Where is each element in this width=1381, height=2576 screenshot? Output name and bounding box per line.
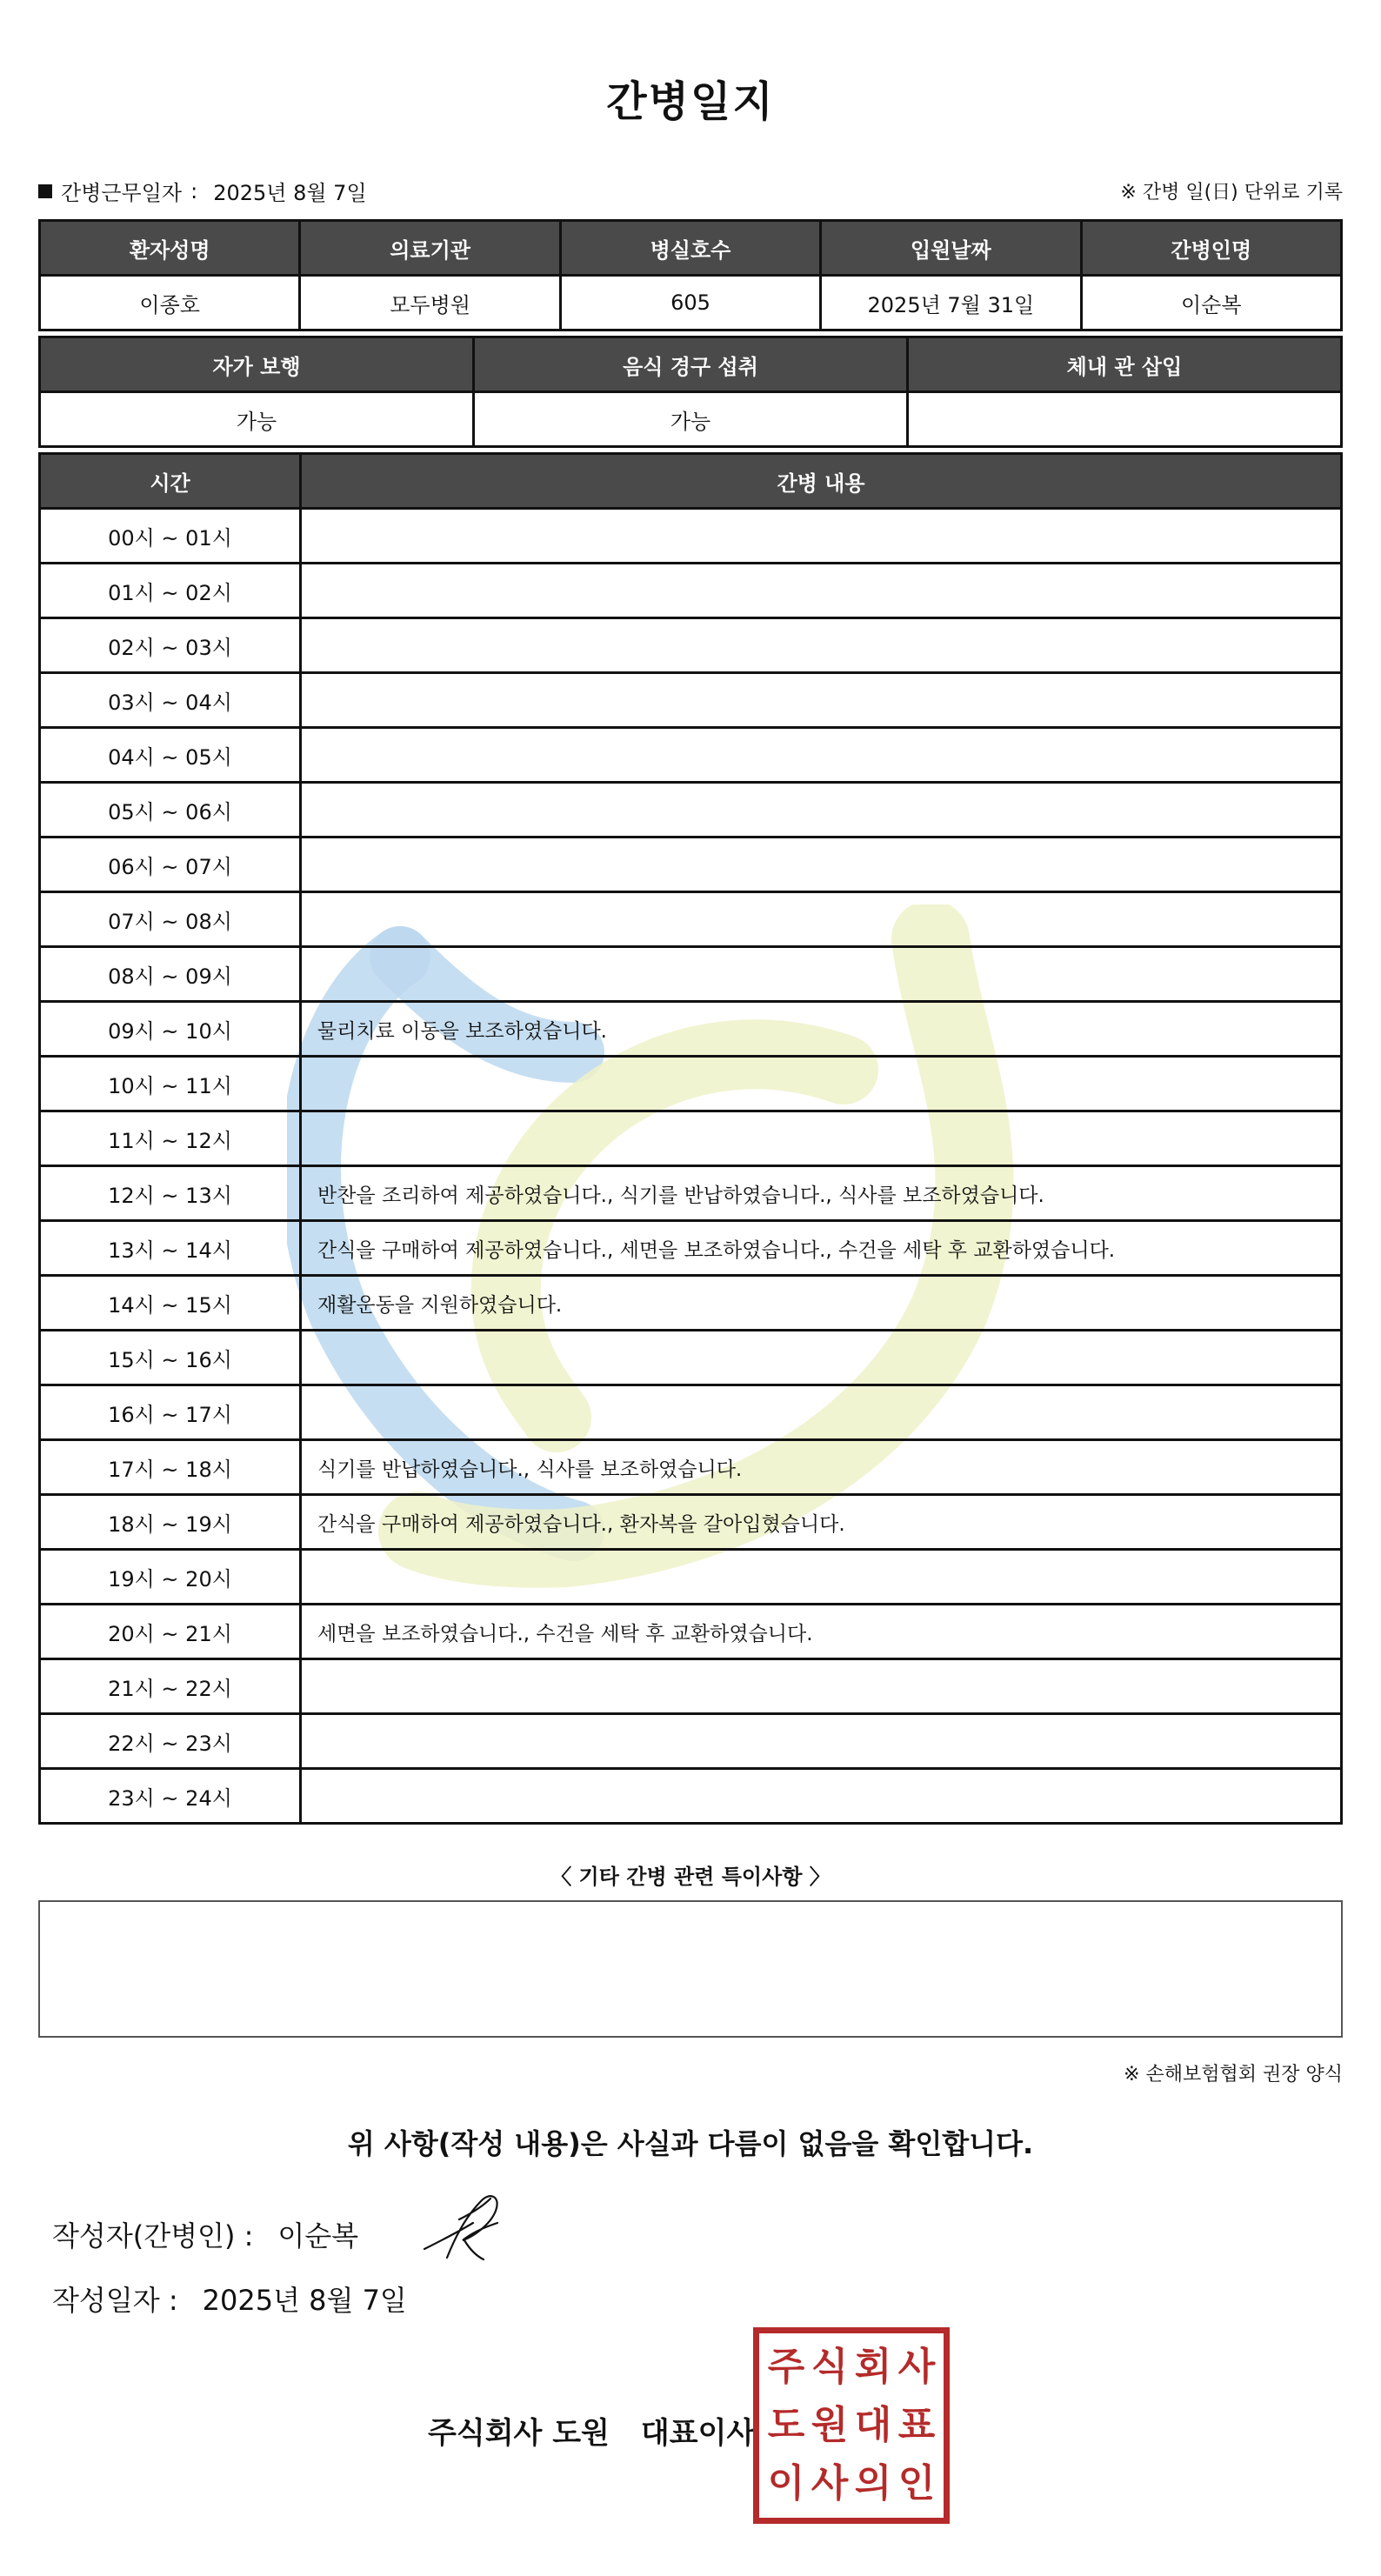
seal-char: 식 bbox=[811, 2345, 849, 2390]
care-content bbox=[301, 1659, 1342, 1714]
table-row bbox=[40, 947, 1342, 1002]
table-row bbox=[40, 1057, 1342, 1111]
table-row bbox=[40, 783, 1342, 838]
time-slot: 21시 ~ 22시 bbox=[40, 1659, 301, 1714]
self-walking-value: 가능 bbox=[40, 392, 474, 447]
page-title: 간병일지 bbox=[606, 77, 775, 126]
hospital-name: 모두병원 bbox=[300, 276, 560, 330]
care-log-table bbox=[38, 452, 1343, 1825]
time-slot: 14시 ~ 15시 bbox=[40, 1276, 301, 1331]
care-content bbox=[301, 1714, 1342, 1769]
time-slot: 10시 ~ 11시 bbox=[40, 1057, 301, 1111]
patient-status-table bbox=[38, 336, 1343, 448]
table-row bbox=[40, 1385, 1342, 1440]
care-content bbox=[301, 1111, 1342, 1166]
room-number: 605 bbox=[560, 276, 820, 330]
table-row bbox=[40, 1166, 1342, 1221]
care-log-header-row bbox=[40, 454, 1342, 509]
work-date bbox=[38, 176, 367, 206]
seal-char: 도 bbox=[767, 2402, 805, 2447]
work-date-label: 간병근무일자 bbox=[61, 181, 183, 205]
header-room-number: 병실호수 bbox=[560, 221, 820, 276]
time-slot: 15시 ~ 16시 bbox=[40, 1331, 301, 1385]
record-unit-note: ※ 간병 일(日) 단위로 기록 bbox=[1120, 182, 1343, 204]
care-content bbox=[301, 1057, 1342, 1111]
seal-char: 사 bbox=[897, 2345, 936, 2390]
company-name: 주식회사 도원 bbox=[428, 2416, 610, 2451]
table-row bbox=[40, 564, 1342, 618]
time-slot: 03시 ~ 04시 bbox=[40, 673, 301, 728]
time-slot: 12시 ~ 13시 bbox=[40, 1166, 301, 1221]
care-content bbox=[301, 1769, 1342, 1824]
patient-name: 이종호 bbox=[40, 276, 300, 330]
care-content bbox=[301, 728, 1342, 783]
care-content: 간식을 구매하여 제공하였습니다., 세면을 보조하였습니다., 수건을 세탁 후 교환하였습니다. bbox=[301, 1221, 1342, 1276]
writer-label: 작성자(간병인) : bbox=[52, 2219, 254, 2252]
time-slot: 09시 ~ 10시 bbox=[40, 1002, 301, 1057]
tube-insertion-value bbox=[908, 392, 1342, 447]
header-hospital: 의료기관 bbox=[300, 221, 560, 276]
handwritten-signature bbox=[421, 2188, 508, 2266]
care-content: 간식을 구매하여 제공하였습니다., 환자복을 갈아입혔습니다. bbox=[301, 1495, 1342, 1550]
care-content bbox=[301, 1550, 1342, 1605]
time-slot: 23시 ~ 24시 bbox=[40, 1769, 301, 1824]
time-slot: 16시 ~ 17시 bbox=[40, 1385, 301, 1440]
seal-char: 주 bbox=[767, 2345, 805, 2390]
seal-char: 사 bbox=[811, 2460, 849, 2506]
care-content bbox=[301, 509, 1342, 564]
special-notes-box bbox=[38, 1900, 1343, 2038]
time-slot: 17시 ~ 18시 bbox=[40, 1440, 301, 1495]
care-content bbox=[301, 783, 1342, 838]
care-content: 물리치료 이동을 보조하였습니다. bbox=[301, 1002, 1342, 1057]
write-date-value: 2025년 8월 7일 bbox=[202, 2284, 407, 2317]
header-time: 시간 bbox=[40, 454, 301, 509]
care-content bbox=[301, 892, 1342, 947]
table-row bbox=[40, 1111, 1342, 1166]
writer-name: 이순복 bbox=[277, 2219, 359, 2252]
write-date-line bbox=[52, 2279, 407, 2319]
time-slot: 05시 ~ 06시 bbox=[40, 783, 301, 838]
patient-info-header-row bbox=[40, 221, 1342, 276]
table-row bbox=[40, 1714, 1342, 1769]
table-row bbox=[40, 1440, 1342, 1495]
oral-intake-value: 가능 bbox=[474, 392, 908, 447]
seal-char: 원 bbox=[811, 2402, 849, 2447]
table-row bbox=[40, 728, 1342, 783]
table-row bbox=[40, 509, 1342, 564]
time-slot: 18시 ~ 19시 bbox=[40, 1495, 301, 1550]
care-content bbox=[301, 564, 1342, 618]
care-content bbox=[301, 1385, 1342, 1440]
writer-line bbox=[52, 2214, 358, 2254]
table-row bbox=[40, 1495, 1342, 1550]
care-content: 재활운동을 지원하였습니다. bbox=[301, 1276, 1342, 1331]
patient-status-value-row bbox=[40, 392, 1342, 447]
care-content: 식기를 반납하였습니다., 식사를 보조하였습니다. bbox=[301, 1440, 1342, 1495]
time-slot: 20시 ~ 21시 bbox=[40, 1605, 301, 1659]
care-content: 세면을 보조하였습니다., 수건을 세탁 후 교환하였습니다. bbox=[301, 1605, 1342, 1659]
table-row bbox=[40, 1002, 1342, 1057]
table-row bbox=[40, 1550, 1342, 1605]
time-slot: 00시 ~ 01시 bbox=[40, 509, 301, 564]
form-source-note: ※ 손해보험협회 권장 양식 bbox=[1124, 2064, 1343, 2085]
company-seal bbox=[753, 2327, 950, 2524]
time-slot: 06시 ~ 07시 bbox=[40, 838, 301, 892]
patient-info-value-row bbox=[40, 276, 1342, 330]
time-slot: 01시 ~ 02시 bbox=[40, 564, 301, 618]
table-row bbox=[40, 1221, 1342, 1276]
care-content bbox=[301, 947, 1342, 1002]
table-row bbox=[40, 1276, 1342, 1331]
header-care-content: 간병 내용 bbox=[301, 454, 1342, 509]
caregiver-name: 이순복 bbox=[1081, 276, 1341, 330]
time-slot: 22시 ~ 23시 bbox=[40, 1714, 301, 1769]
care-content: 반찬을 조리하여 제공하였습니다., 식기를 반납하였습니다., 식사를 보조하였습니다. bbox=[301, 1166, 1342, 1221]
care-content bbox=[301, 618, 1342, 673]
table-row bbox=[40, 1659, 1342, 1714]
table-row bbox=[40, 618, 1342, 673]
special-notes-title: 〈 기타 간병 관련 특이사항 〉 bbox=[550, 1865, 831, 1889]
time-slot: 19시 ~ 20시 bbox=[40, 1550, 301, 1605]
header-tube-insertion: 체내 관 삽입 bbox=[908, 337, 1342, 392]
time-slot: 04시 ~ 05시 bbox=[40, 728, 301, 783]
seal-char: 대 bbox=[854, 2402, 892, 2447]
seal-char: 회 bbox=[854, 2345, 892, 2390]
seal-char: 표 bbox=[897, 2402, 936, 2447]
seal-char: 이 bbox=[767, 2460, 805, 2506]
patient-status-header-row bbox=[40, 337, 1342, 392]
care-content bbox=[301, 673, 1342, 728]
work-date-separator: : bbox=[190, 178, 198, 204]
seal-char: 의 bbox=[854, 2460, 892, 2506]
table-row bbox=[40, 673, 1342, 728]
table-row bbox=[40, 838, 1342, 892]
work-date-value: 2025년 8월 7일 bbox=[213, 181, 367, 205]
time-slot: 07시 ~ 08시 bbox=[40, 892, 301, 947]
patient-info-table bbox=[38, 219, 1343, 331]
header-self-walking: 자가 보행 bbox=[40, 337, 474, 392]
table-row bbox=[40, 1605, 1342, 1659]
company-line bbox=[428, 2409, 755, 2452]
time-slot: 11시 ~ 12시 bbox=[40, 1111, 301, 1166]
table-row bbox=[40, 1331, 1342, 1385]
admission-date: 2025년 7월 31일 bbox=[821, 276, 1081, 330]
care-content bbox=[301, 1331, 1342, 1385]
table-row bbox=[40, 892, 1342, 947]
care-content bbox=[301, 838, 1342, 892]
header-oral-intake: 음식 경구 섭취 bbox=[474, 337, 908, 392]
header-patient-name: 환자성명 bbox=[40, 221, 300, 276]
time-slot: 13시 ~ 14시 bbox=[40, 1221, 301, 1276]
time-slot: 02시 ~ 03시 bbox=[40, 618, 301, 673]
header-admission-date: 입원날짜 bbox=[821, 221, 1081, 276]
time-slot: 08시 ~ 09시 bbox=[40, 947, 301, 1002]
write-date-label: 작성일자 : bbox=[52, 2284, 178, 2317]
confirmation-statement: 위 사항(작성 내용)은 사실과 다름이 없음을 확인합니다. bbox=[347, 2127, 1034, 2160]
header-caregiver-name: 간병인명 bbox=[1081, 221, 1341, 276]
seal-char: 인 bbox=[897, 2460, 936, 2506]
square-bullet-icon bbox=[38, 184, 52, 198]
ceo-title: 대표이사 bbox=[640, 2416, 756, 2451]
table-row bbox=[40, 1769, 1342, 1824]
